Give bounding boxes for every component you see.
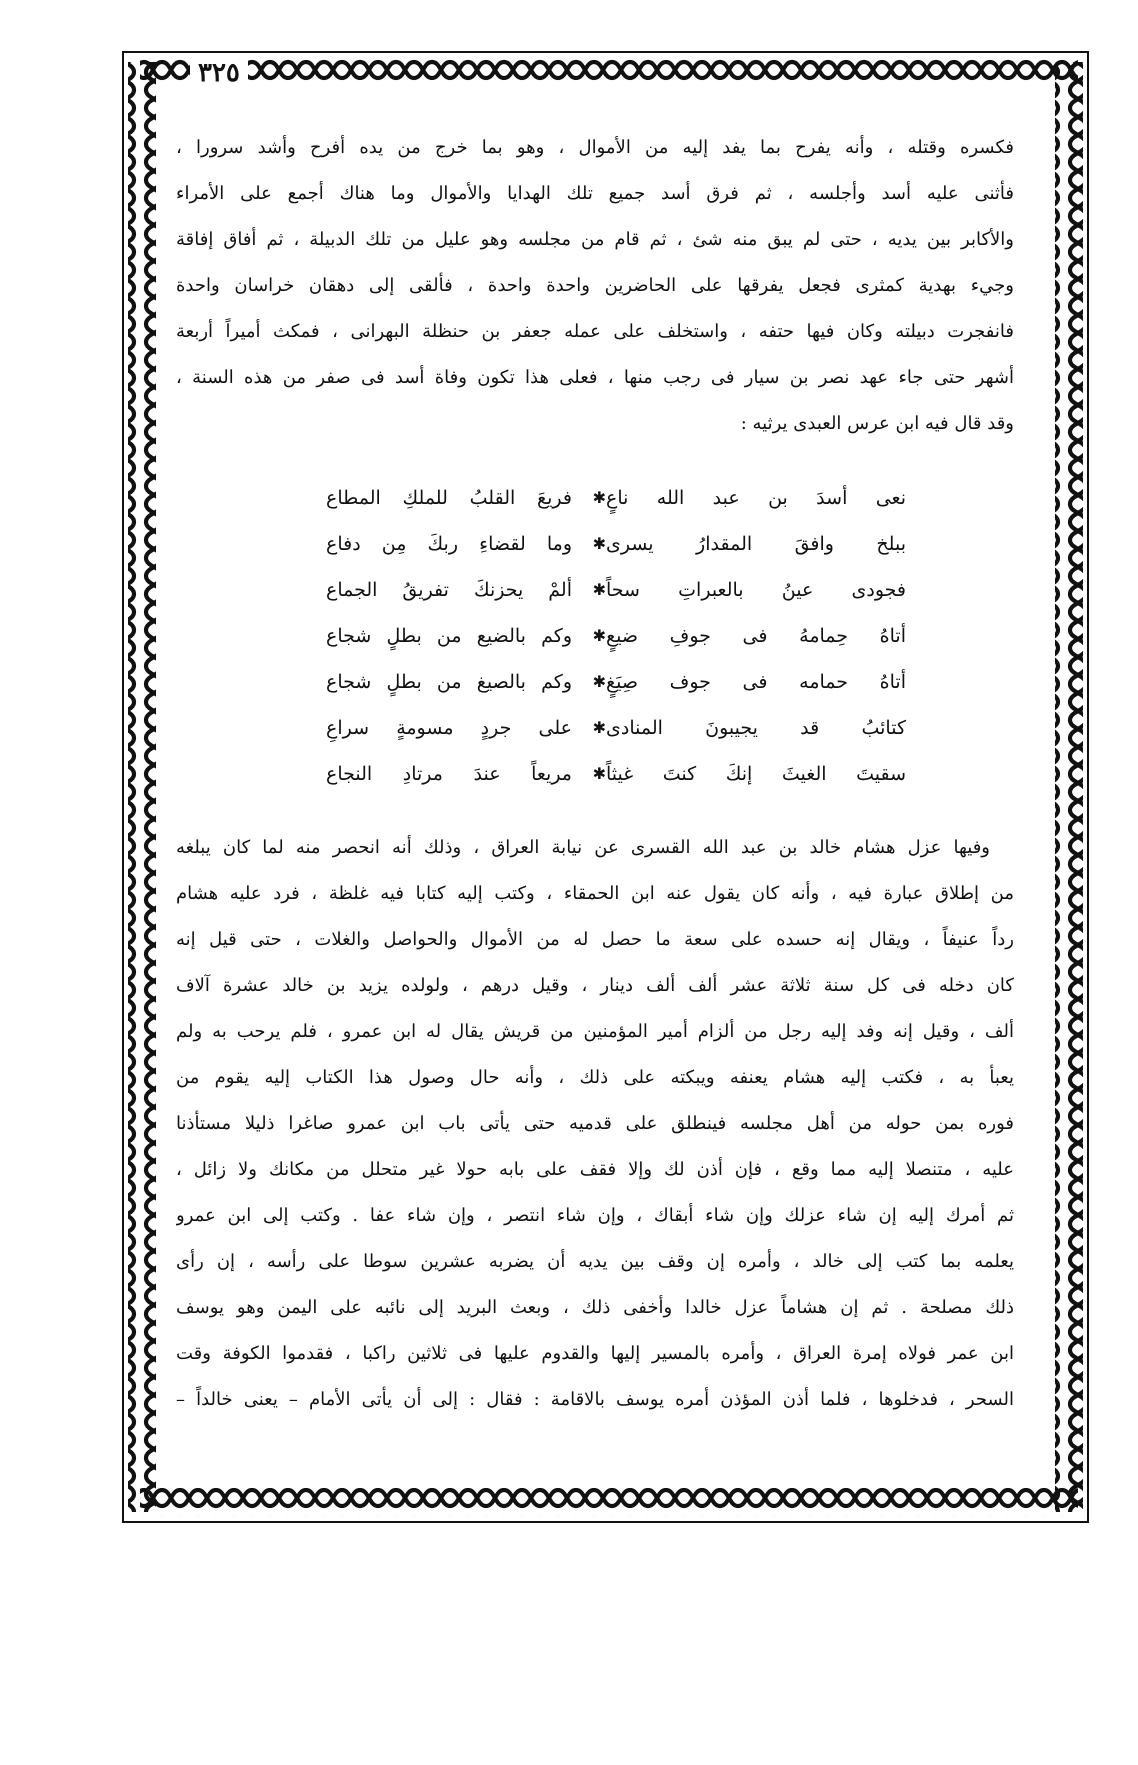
poem-verse [326,567,906,613]
text-line: فأثنى عليه أسد وأجلسه ، ثم فرق أسد جميع تلك الهدايا والأموال وما هناك أجمع على الأمراء [176,183,1014,204]
verse-first-hemistich: سقيتَ الغيثَ إنكَ كنتَ غيثاً [606,763,906,785]
text-line: ثم أمرك إليه إن شاء عزلك وإن شاء أبقاك ، وإن شاء انتصر ، وإن شاء عفا . وكتب إلى ابن عمرو [176,1205,1014,1226]
verse-second-hemistich: فريعَ القلبُ للملكِ المطاع [326,487,572,509]
verse-second-hemistich: مريعاً عندَ مرتادِ النجاع [326,763,572,785]
text-line: وفيها عزل هشام خالد بن عبد الله القسرى عن نيابة العراق ، وذلك أنه انحصر منه لما كان يبلغه [176,837,990,858]
poem-verse [326,521,906,567]
page-body [176,125,1014,1765]
text-line: عليه ، متنصلا إليه مما وقع ، فإن أذن لك وإلا فقف على بابه حولا غير متحلل من مكانك ولا زائل ، [176,1159,1014,1180]
text-line: فانفجرت دبيلته وكان فيها حتفه ، واستخلف على عمله جعفر بن حنظلة البهرانى ، فمكث أميراً أربعة [176,321,1014,342]
star-separator-icon: ✱ [592,718,606,737]
text-line: يعبأ به ، فكتب إليه هشام يعنفه ويبكته على ذلك ، وأنه حال وصول هذا الكتاب إليه يقوم من [176,1067,1014,1088]
poem-verse [326,751,906,797]
star-separator-icon: ✱ [592,672,606,691]
verse-first-hemistich: ببلخ وافقَ المقدارُ يسرى [606,533,906,555]
text-line: فكسره وقتله ، وأنه يفرح بما يفد إليه من الأموال ، وهو بما خرج من يده أفرح وأشد سرورا ، [176,137,1014,158]
text-line: من إطلاق عبارة فيه ، وأنه كان يقول عنه ابن الحمقاء ، وكتب إليه كتابا فيه غلظة ، فرد عليه هشام [176,883,1014,904]
verse-first-hemistich: فجودى عينُ بالعبراتِ سحاً [606,579,906,601]
paragraph-2 [176,825,1014,1423]
text-line: يعلمه بما كتب إلى خالد ، وأمره إن وقف بين يديه أن يضربه عشرين سوطا على رأسه ، إن رأى [176,1251,1014,1272]
star-separator-icon: ✱ [592,534,606,553]
poem-verse [326,705,906,751]
verse-first-hemistich: نعى أسدَ بن عبد الله ناعٍ [606,487,906,509]
verse-second-hemistich: وما لقضاءِ ربكَ مِن دفاع [326,533,572,555]
elegy-poem [326,475,906,797]
poem-verse [326,613,906,659]
verse-second-hemistich: على جردٍ مسومةٍ سراعِ [326,717,572,739]
text-line: ألف ، وقيل إنه وفد إليه رجل من ألزام أمير المؤمنين من قريش يقال له ابن عمرو ، فلم يرحب به ولم [176,1021,1014,1042]
star-separator-icon: ✱ [592,764,606,783]
paragraph-1 [176,125,1014,447]
star-separator-icon: ✱ [592,580,606,599]
page-number: ٣٢٥ [190,56,248,90]
text-line: رداً عنيفاً ، ويقال إنه حسده على سعة ما حصل له من الأموال والحواصل والغلات ، حتى قيل إنه [176,929,1014,950]
text-line: والأكابر بين يديه ، حتى لم يبق منه شئ ، ثم قام من مجلسه وهو عليل من تلك الدبيلة ، ثم أفاق إفاقة [176,229,1014,250]
verse-first-hemistich: كتائبُ قد يجيبونَ المنادى [606,717,906,739]
text-line: ذلك مصلحة . ثم إن هشاماً عزل خالدا وأخفى ذلك ، وبعث البريد إلى نائبه على اليمن وهو يوسف [176,1297,1014,1318]
text-line: أشهر حتى جاء عهد نصر بن سيار فى رجب منها ، فعلى هذا تكون وفاة أسد فى صفر من هذه السنة ، [176,367,1014,388]
verse-second-hemistich: ألمْ يحزنكَ تفريقُ الجماع [326,579,572,601]
text-line: فوره بمن حوله من أهل مجلسه فينطلق على قدميه حتى يأتى باب ابن عمرو صاغرا ذليلا مستأذنا [176,1113,1014,1134]
text-line: السحر ، فدخلوها ، فلما أذن المؤذن أمره يوسف بالاقامة : فقال : إلى أن يأتى الأمام – يعنى خالداً – [176,1389,1014,1410]
star-separator-icon: ✱ [592,488,606,507]
star-separator-icon: ✱ [592,626,606,645]
poem-verse [326,475,906,521]
verse-first-hemistich: أتاهُ حِمامهُ فى جوفِ ضيعٍ [606,625,906,647]
verse-second-hemistich: وكم بالصيغ من بطلٍ شجاع [326,671,572,693]
text-line: وقد قال فيه ابن عرس العبدى يرثيه : [740,413,1014,434]
verse-first-hemistich: أتاهُ حمامه فى جوف صِيَغٍ [606,671,906,693]
text-line: وجيء بهدية كمثرى فجعل يفرقها على الحاضرين واحدة واحدة ، فألقى إلى دهقان خراسان واحدة [176,275,1014,296]
poem-verse [326,659,906,705]
text-line: ابن عمر فولاه إمرة العراق ، وأمره بالمسير إليها والقدوم عليها فى ثلاثين راكبا ، فقدموا الكوفة وقت [176,1343,1014,1364]
text-line: كان دخله فى كل سنة ثلاثة عشر ألف ألف دينار ، وقيل درهم ، ولولده يزيد بن خالد عشرة آلاف [176,975,1014,996]
verse-second-hemistich: وكم بالضيع من بطلٍ شجاع [326,625,572,647]
